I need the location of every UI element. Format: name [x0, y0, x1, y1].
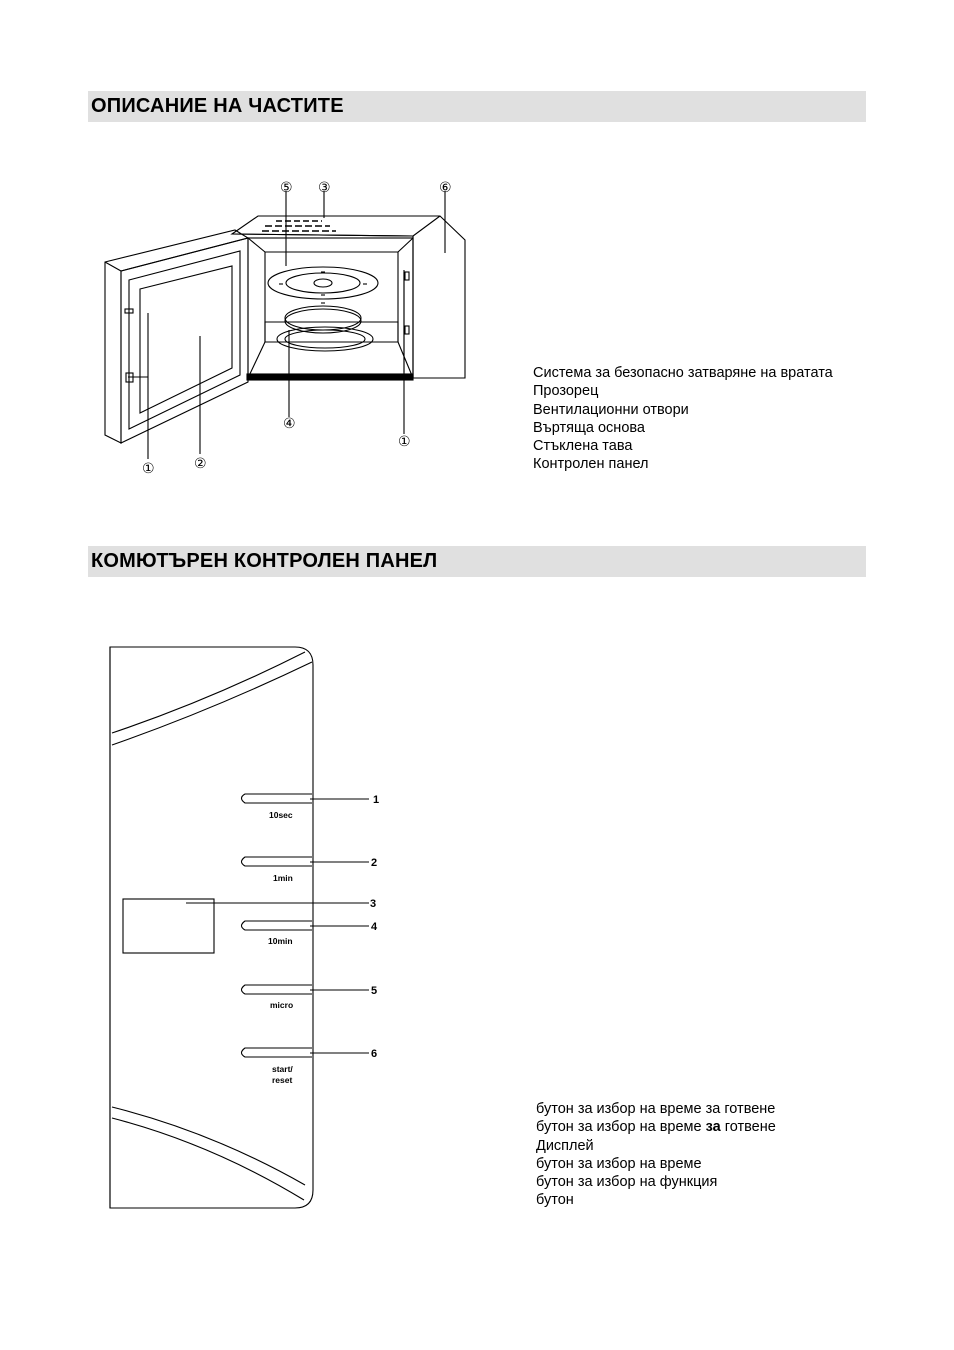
microwave-cavity	[248, 238, 413, 378]
button-label-micro: micro	[270, 1000, 294, 1010]
glass-tray	[268, 267, 378, 299]
button-label-1min: 1min	[273, 873, 293, 883]
panel-number-6: 6	[371, 1048, 378, 1060]
panel-number-5: 5	[371, 985, 378, 997]
list-item	[536, 1155, 776, 1173]
panel-number-4: 4	[371, 921, 378, 933]
list-item-text: бутон за избор на време за готвене	[536, 1101, 776, 1117]
callout-4: ④	[283, 416, 296, 432]
list-item	[536, 1100, 776, 1118]
section-title-parts: ОПИСАНИЕ НА ЧАСТИТЕ	[91, 95, 344, 117]
button-start-shape	[242, 1048, 313, 1057]
microwave-door	[105, 230, 248, 443]
button-10min-shape	[242, 921, 313, 930]
callout-1-right: ①	[398, 434, 411, 450]
control-panel-diagram	[110, 647, 369, 1208]
list-item	[536, 1137, 776, 1155]
list-item: Прозорец	[533, 383, 599, 400]
section-header-panel	[88, 546, 866, 577]
panel-number-3: 3	[370, 898, 377, 910]
list-item: Система за безопасно затваряне на вратата	[533, 365, 833, 381]
button-label-start: start/	[272, 1064, 293, 1074]
section-title-panel: КОМЮТЪРЕН КОНТРОЛЕН ПАНЕЛ	[91, 550, 438, 572]
list-item-bold: за	[705, 1119, 721, 1136]
list-item-text: Дисплей	[536, 1137, 594, 1154]
list-item-text: бутон	[536, 1192, 574, 1209]
button-label-10min: 10min	[268, 936, 293, 946]
panel-list	[536, 1100, 776, 1210]
rotating-base	[277, 327, 373, 351]
list-item	[536, 1118, 776, 1136]
callout-6: ⑥	[439, 180, 452, 196]
callout-3: ③	[318, 180, 331, 196]
callout-5: ⑤	[280, 180, 293, 196]
list-item-text: готвене	[720, 1119, 776, 1136]
button-label-reset: reset	[272, 1075, 293, 1085]
list-item: Вентилационни отвори	[533, 401, 689, 418]
list-item: Въртяща основа	[533, 419, 645, 436]
button-label-10sec: 10sec	[269, 810, 293, 820]
panel-number-2: 2	[371, 857, 378, 869]
list-item: Контролен панел	[533, 456, 649, 473]
list-item	[536, 1173, 776, 1191]
list-item-text: бутон за избор на време	[536, 1119, 706, 1136]
list-item: Стъклена тава	[533, 438, 633, 455]
list-item	[536, 1191, 776, 1209]
button-micro-shape	[242, 985, 313, 994]
microwave-body	[232, 216, 465, 380]
display-window	[123, 899, 214, 953]
callout-2: ②	[194, 456, 207, 472]
parts-list	[533, 364, 833, 474]
button-10sec-shape	[242, 794, 313, 803]
panel-number-1: 1	[373, 794, 380, 806]
list-item-text: бутон за избор на функция	[536, 1174, 718, 1191]
button-1min-shape	[242, 857, 313, 866]
list-item-text: бутон за избор на време	[536, 1155, 702, 1172]
callout-1-left: ①	[142, 461, 155, 477]
